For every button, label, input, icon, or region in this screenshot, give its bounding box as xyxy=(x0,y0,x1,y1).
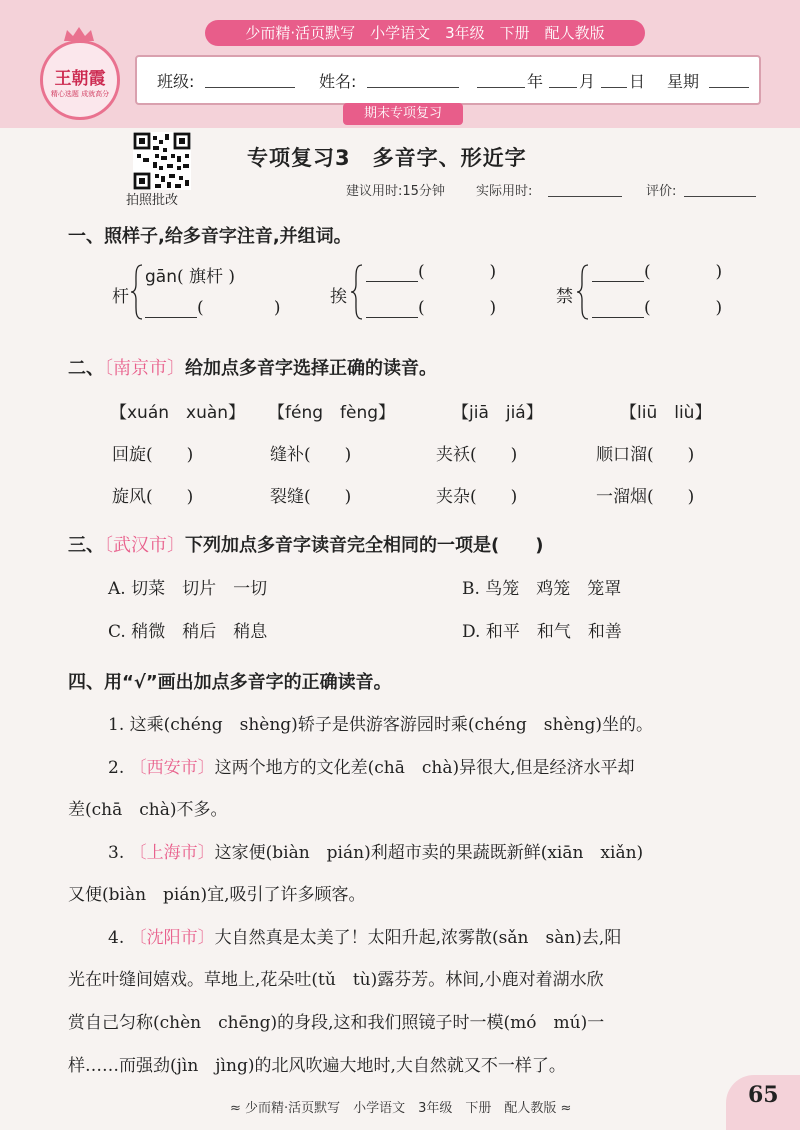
series-title: 少而精·活页默写 小学语文 3年级 下册 配人教版 xyxy=(205,20,645,46)
word-yiliuyan[interactable]: 一溜烟( ) xyxy=(596,487,695,507)
answer-row-gan: ( ) xyxy=(145,298,281,318)
name-field[interactable] xyxy=(367,71,459,88)
section3-text: 下列加点多音字读音完全相同的一项是( ) xyxy=(185,535,544,556)
section2-heading xyxy=(68,354,437,380)
char-ai: 挨 xyxy=(330,287,347,307)
q4-text-a: 大自然真是太美了！太阳升起,浓雾散(sǎn sàn)去,阳 xyxy=(214,928,622,948)
pinyin-blank[interactable] xyxy=(366,265,418,282)
section2-text: 给加点多音字选择正确的读音。 xyxy=(185,358,437,379)
actual-time-field[interactable] xyxy=(548,182,622,197)
city-tag: 〔上海市〕 xyxy=(129,843,215,863)
example-pinyin: gān xyxy=(145,267,177,287)
option-xuan: 【xuán xuàn】 xyxy=(110,403,246,423)
section3-heading xyxy=(68,531,543,557)
review-tab: 期末专项复习 xyxy=(343,103,463,125)
qr-caption: 拍照批改 xyxy=(126,193,179,208)
char-gan: 杆 xyxy=(112,287,129,307)
rating-label: 评价: xyxy=(646,184,677,199)
city-tag: 〔西安市〕 xyxy=(129,758,215,778)
example-word: 旗杆 xyxy=(189,267,224,287)
brand-logo xyxy=(40,40,120,120)
example-row: gān( 旗杆 ) xyxy=(145,267,236,287)
section-number: 二、 xyxy=(68,358,104,379)
class-field[interactable] xyxy=(205,71,295,88)
q1-text[interactable]: 1. 这乘(chéng shèng)轿子是供游客游园时乘(chéng shèng)坐的。 xyxy=(108,715,654,735)
logo-name: 王朝霞 xyxy=(54,69,106,89)
word-liefeng[interactable]: 裂缝( ) xyxy=(270,487,352,507)
student-info-box xyxy=(135,55,761,105)
week-label: 星期 xyxy=(667,72,700,91)
q4-line2[interactable]: 光在叶缝间嬉戏。草地上,花朵吐(tǔ tù)露芬芳。林间,小鹿对着湖水欣 xyxy=(68,970,604,990)
page-title: 专项复习3 多音字、形近字 xyxy=(247,146,527,170)
section-number: 三、 xyxy=(68,535,104,556)
city-tag: 〔南京市〕 xyxy=(104,358,185,379)
day-label: 日 xyxy=(629,72,646,91)
month-field[interactable] xyxy=(549,71,577,88)
pinyin-blank[interactable] xyxy=(145,301,197,318)
year-field[interactable] xyxy=(477,71,525,88)
q3-line1[interactable]: 3. 〔上海市〕这家便(biàn pián)利超市卖的果蔬既新鲜(xiān xiǎn) xyxy=(108,843,644,863)
answer-row-jin-2: ( ) xyxy=(592,298,722,318)
word-xuanfeng[interactable]: 旋风( ) xyxy=(112,487,194,507)
week-field[interactable] xyxy=(709,71,749,88)
city-tag: 〔武汉市〕 xyxy=(104,535,185,556)
class-label: 班级: xyxy=(157,72,195,91)
logo-slogan: 精心选题 成就高分 xyxy=(50,90,110,98)
answer-row-ai-1: ( ) xyxy=(366,262,496,282)
word-huixuan[interactable]: 回旋( ) xyxy=(112,445,194,465)
section1-heading: 一、照样子,给多音字注音,并组词。 xyxy=(68,226,352,247)
char-jin: 禁 xyxy=(556,287,573,307)
word-shunkouliu[interactable]: 顺口溜( ) xyxy=(596,445,695,465)
q2-line1[interactable]: 2. 〔西安市〕这两个地方的文化差(chā chà)异很大,但是经济水平却 xyxy=(108,758,635,778)
month-label: 月 xyxy=(579,72,596,91)
word-fengbu[interactable]: 缝补( ) xyxy=(270,445,352,465)
city-tag: 〔沈阳市〕 xyxy=(129,928,215,948)
actual-time-label: 实际用时: xyxy=(476,184,533,199)
pinyin-blank[interactable] xyxy=(592,265,644,282)
qr-code-icon[interactable] xyxy=(133,132,191,190)
q4-line4[interactable]: 样……而强劲(jìn jìng)的北风吹遍大地时,大自然就又不一样了。 xyxy=(68,1056,566,1076)
choice-b[interactable]: B. 鸟笼 鸡笼 笼罩 xyxy=(462,579,622,599)
pinyin-blank[interactable] xyxy=(592,301,644,318)
choice-d[interactable]: D. 和平 和气 和善 xyxy=(462,622,622,642)
answer-row-jin-1: ( ) xyxy=(592,262,722,282)
q2-text-a: 这两个地方的文化差(chā chà)异很大,但是经济水平却 xyxy=(214,758,635,778)
brace-icon xyxy=(130,264,144,320)
name-label: 姓名: xyxy=(319,72,357,91)
section4-heading: 四、用“√”画出加点多音字的正确读音。 xyxy=(68,672,392,693)
footer-series: ≈ 少而精·活页默写 小学语文 3年级 下册 配人教版 ≈ xyxy=(230,1101,572,1116)
q4-line1[interactable]: 4. 〔沈阳市〕大自然真是太美了！太阳升起,浓雾散(sǎn sàn)去,阳 xyxy=(108,928,622,948)
word-jiaao[interactable]: 夹袄( ) xyxy=(436,445,518,465)
choice-a[interactable]: A. 切菜 切片 一切 xyxy=(108,579,268,599)
pinyin-blank[interactable] xyxy=(366,301,418,318)
suggested-time: 建议用时:15分钟 xyxy=(346,184,445,199)
brace-icon xyxy=(350,264,364,320)
q2-line2[interactable]: 差(chā chà)不多。 xyxy=(68,800,228,820)
option-liu: 【liū liù】 xyxy=(620,403,712,423)
option-feng: 【féng fèng】 xyxy=(268,403,396,423)
rating-field[interactable] xyxy=(684,182,756,197)
option-jia: 【jiā jiá】 xyxy=(452,403,543,423)
year-label: 年 xyxy=(527,72,544,91)
q4-line3[interactable]: 赏自己匀称(chèn chēng)的身段,这和我们照镜子时一模(mó mú)一 xyxy=(68,1013,605,1033)
word-jiaza[interactable]: 夹杂( ) xyxy=(436,487,518,507)
day-field[interactable] xyxy=(601,71,627,88)
answer-row-ai-2: ( ) xyxy=(366,298,496,318)
page-number: 65 xyxy=(748,1082,779,1108)
choice-c[interactable]: C. 稍微 稍后 稍息 xyxy=(108,622,268,642)
q3-text-a: 这家便(biàn pián)利超市卖的果蔬既新鲜(xiān xiǎn) xyxy=(214,843,644,863)
q3-line2[interactable]: 又便(biàn pián)宜,吸引了许多顾客。 xyxy=(68,885,366,905)
brace-icon xyxy=(576,264,590,320)
